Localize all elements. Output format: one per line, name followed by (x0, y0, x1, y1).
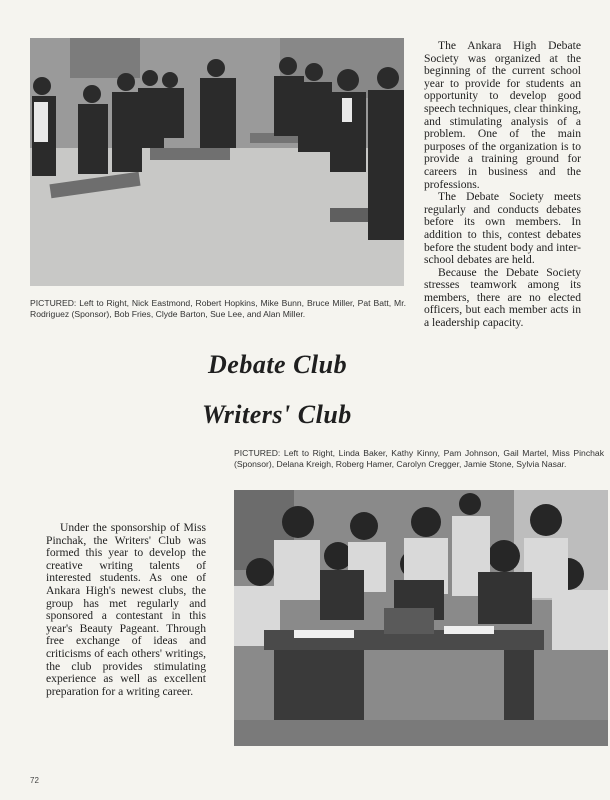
debate-photo-caption: PICTURED: Left to Right, Nick Eastmond, Robert Hopkins, Mike Bunn, Bruce Miller, Pat Batt, Mr. Rodriguez (Sponsor), Bob Fries, Clyde Barton, Sue Lee, and Alan Miller. (30, 298, 406, 319)
debate-club-article (424, 40, 581, 330)
writers-photo-illustration (234, 490, 608, 746)
debate-paragraph-3: Because the Debate Society stresses teamwork among its members, there are no elected officers, but each member acts in a leadership capacity. (424, 265, 581, 330)
debate-club-photo (30, 38, 404, 286)
debate-paragraph-1: The Ankara High Debate Society was organized at the beginning of the current school year to provide for students an opportunity to develop good speech techniques, clear thinking, and stimulating analysis of a problem. One of the main purposes of the organization is to provide a training ground for careers in business and the professions. (424, 39, 581, 191)
writers-club-article (46, 522, 206, 698)
debate-photo-illustration (30, 38, 404, 286)
debate-paragraph-2: The Debate Society meets regularly and conducts debates before its own members. In addition to this, contest debates before the student body and inter-school debates are held. (424, 190, 581, 267)
writers-photo-caption: PICTURED: Left to Right, Linda Baker, Kathy Kinny, Pam Johnson, Gail Martel, Miss Pinchak (Sponsor), Delana Kreigh, Roberg Hamer, Carolyn Cregger, Jamie Stone, Sylvia Nasar. (234, 448, 604, 469)
writers-club-photo (234, 490, 608, 746)
writers-club-heading: Writers' Club (202, 400, 352, 429)
page-number: 72 (30, 776, 39, 785)
writers-paragraph-1: Under the sponsorship of Miss Pinchak, the Writers' Club was formed this year to develop the creative writing talents of interested students. As one of Ankara High's newest clubs, the group has met regularly and sponsored a contestant in this year's Beauty Pageant. Through free exchange of ideas and criticisms of each others' writings, the club provides stimulating experience as well as excellent preparation for a writing career. (46, 521, 206, 698)
debate-club-heading: Debate Club (208, 350, 348, 379)
